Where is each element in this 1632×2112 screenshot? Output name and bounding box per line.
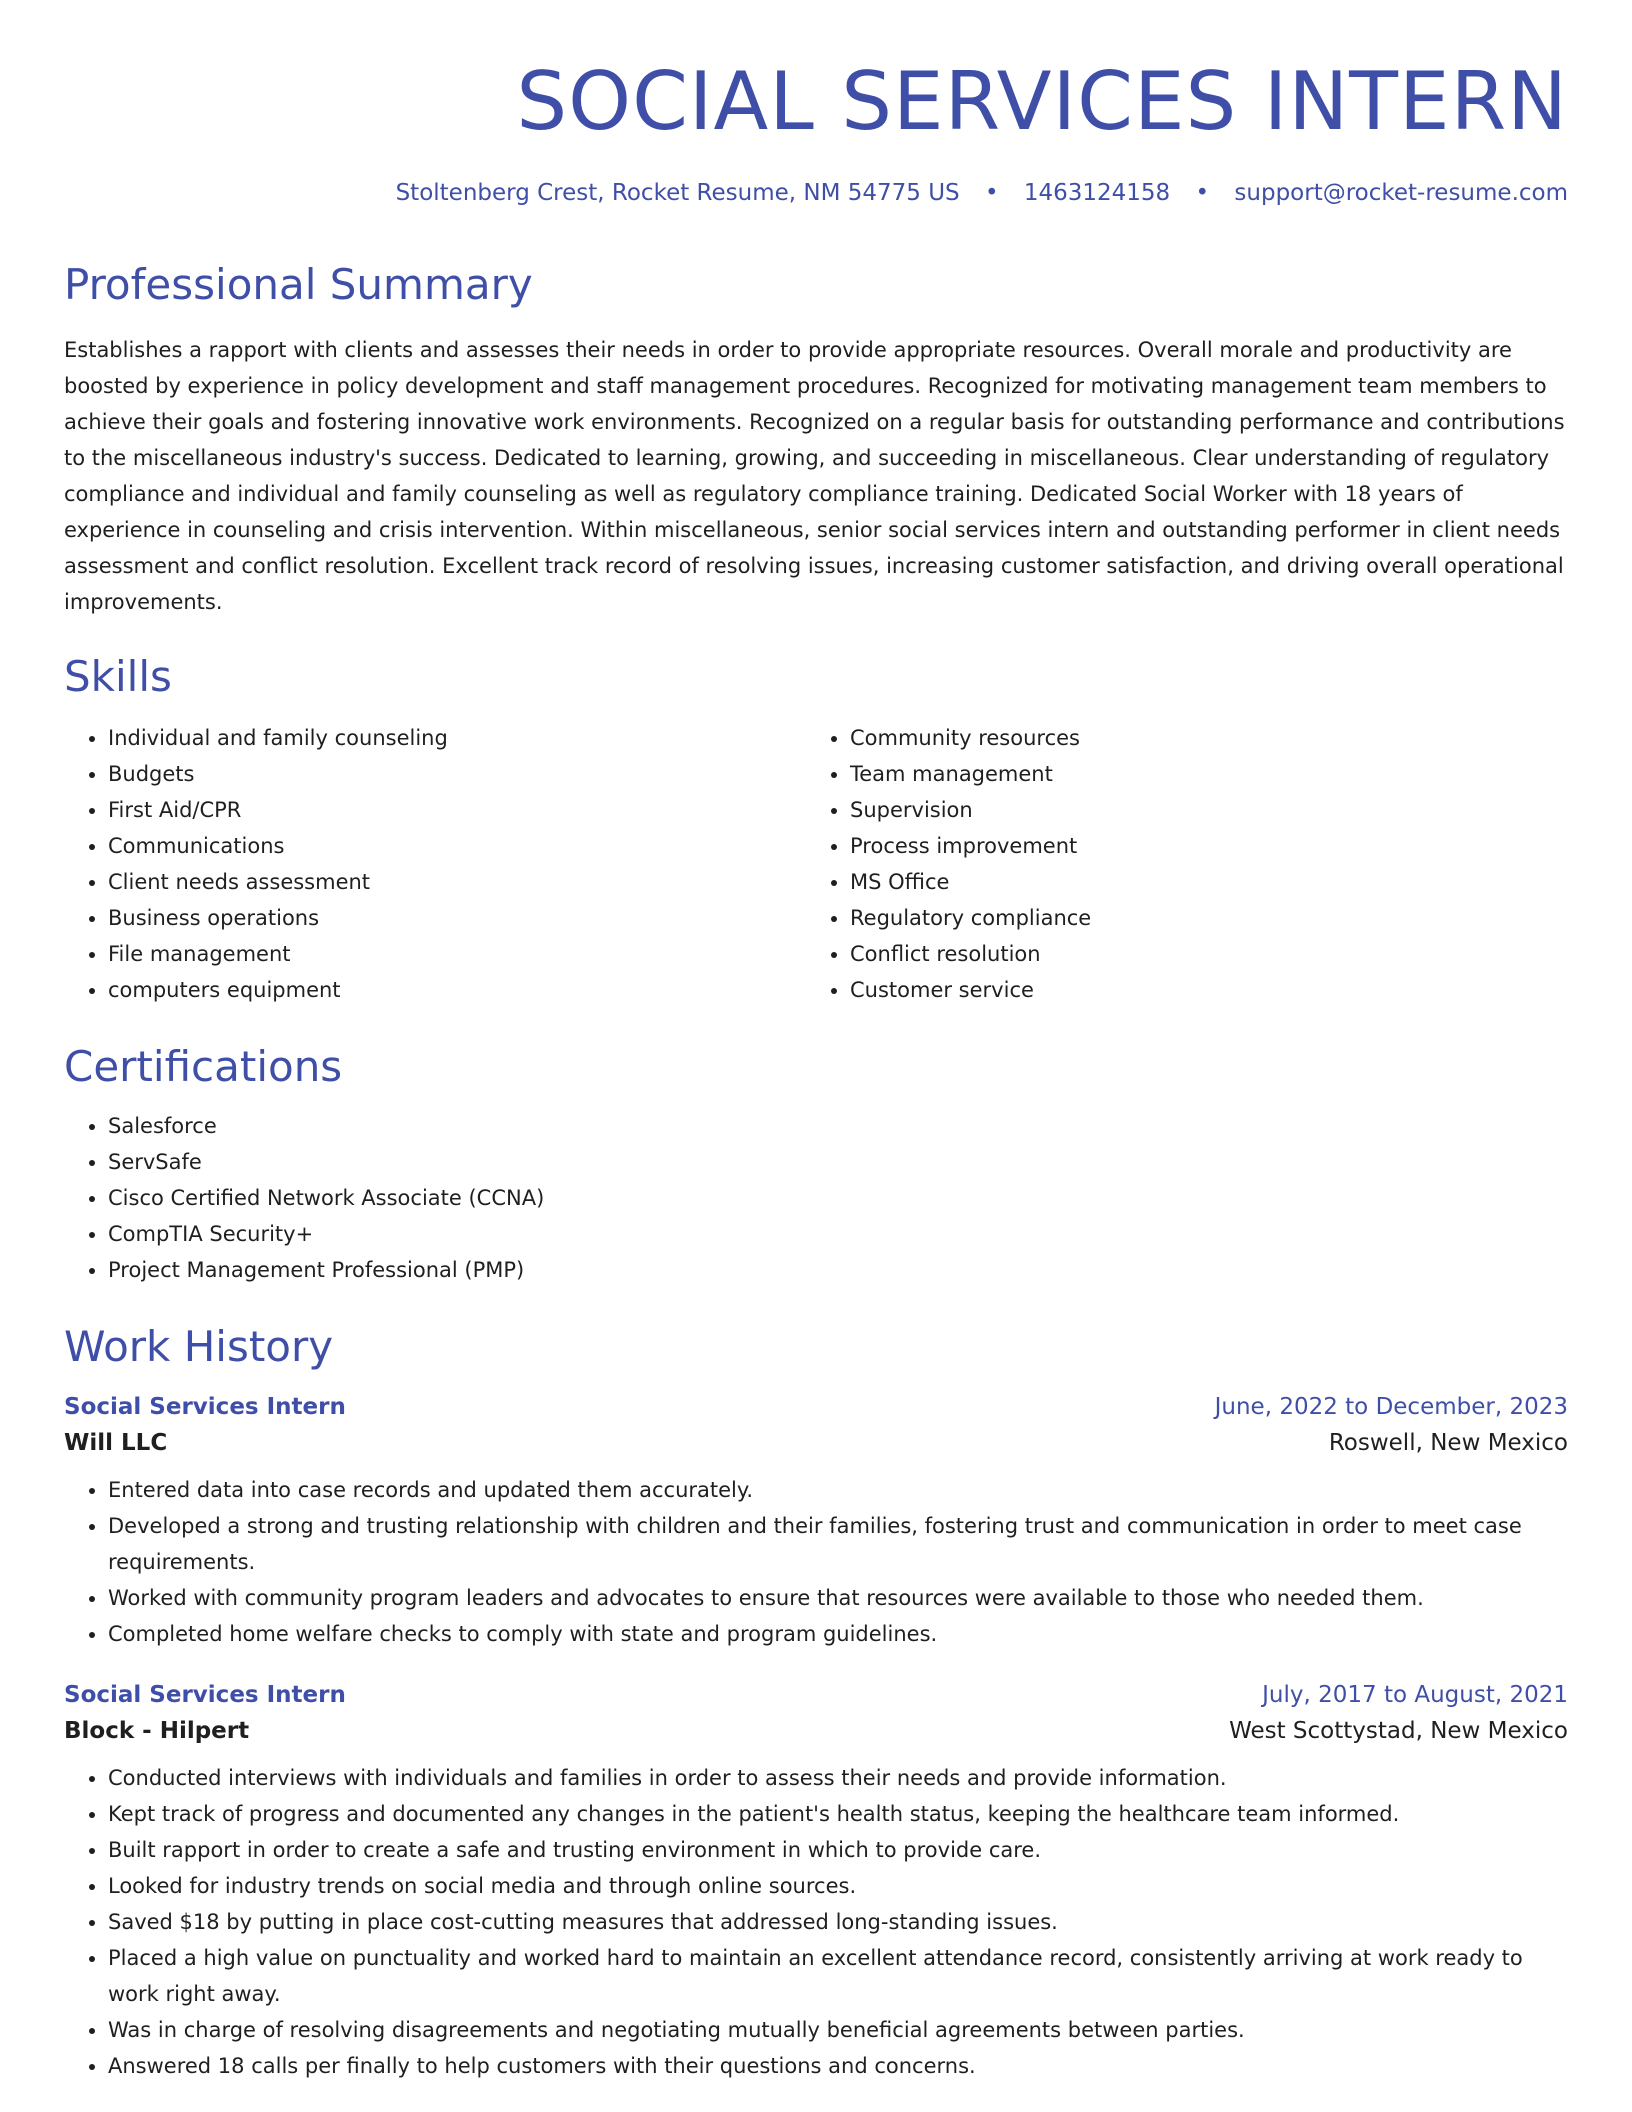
job-company: Block - Hilpert	[64, 1718, 250, 1744]
job-bullet: • Was in charge of resolving disagreements and negotiating mutually beneficial agreements between parties.	[108, 2012, 1568, 2048]
work-history-heading: Work History	[64, 1322, 334, 1371]
skill-item: • Team management	[850, 756, 1548, 792]
skill-item: • Regulatory compliance	[850, 900, 1548, 936]
contact-phone: 1463124158	[1023, 180, 1171, 206]
job-bullet: • Conducted interviews with individuals and families in order to assess their needs and provide information.	[108, 1760, 1568, 1796]
skill-item: • First Aid/CPR	[108, 792, 806, 828]
certification-item: • Salesforce	[108, 1108, 1568, 1144]
skill-item: • Process improvement	[850, 828, 1548, 864]
job-header	[64, 1682, 1568, 1708]
job-bullet: • Saved $18 by putting in place cost-cutting measures that addressed long-standing issues.	[108, 1904, 1568, 1940]
skill-item: • Individual and family counseling	[108, 720, 806, 756]
job-bullet: • Kept track of progress and documented any changes in the patient's health status, keeping the healthcare team informed.	[108, 1796, 1568, 1832]
skill-item: • Community resources	[850, 720, 1548, 756]
job-company: Will LLC	[64, 1430, 168, 1456]
certifications-list	[64, 1108, 1568, 1288]
job-bullet: • Developed a strong and trusting relationship with children and their families, fostering trust and communication in order to meet case requirements.	[108, 1508, 1568, 1580]
skill-item: • Supervision	[850, 792, 1548, 828]
job-location: West Scottystad, New Mexico	[1229, 1718, 1568, 1744]
skill-item: • Business operations	[108, 900, 806, 936]
job-title: Social Services Intern	[64, 1394, 346, 1420]
skill-item: • Conflict resolution	[850, 936, 1548, 972]
contact-separator: •	[1195, 180, 1210, 206]
skill-item: • Communications	[108, 828, 806, 864]
skills-list	[64, 720, 1568, 1008]
contact-email: support@rocket-resume.com	[1234, 180, 1568, 206]
job-header	[64, 1394, 1568, 1420]
skill-item: • computers equipment	[108, 972, 806, 1008]
skills-column-right	[806, 720, 1548, 1008]
certification-item: • ServSafe	[108, 1144, 1568, 1180]
job-entry	[64, 1682, 1568, 2084]
contact-address: Stoltenberg Crest, Rocket Resume, NM 54775 US	[395, 180, 960, 206]
job-bullet: • Built rapport in order to create a safe and trusting environment in which to provide care.	[108, 1832, 1568, 1868]
job-bullets	[64, 1472, 1568, 1652]
job-bullets	[64, 1760, 1568, 2084]
job-subheader	[64, 1718, 1568, 1744]
skill-item: • File management	[108, 936, 806, 972]
job-dates: June, 2022 to December, 2023	[1214, 1394, 1568, 1420]
contact-line	[64, 180, 1568, 206]
job-dates: July, 2017 to August, 2021	[1262, 1682, 1568, 1708]
certifications-heading: Certifications	[64, 1042, 343, 1091]
job-entry	[64, 1394, 1568, 1652]
skill-item: • Budgets	[108, 756, 806, 792]
job-bullet: • Entered data into case records and updated them accurately.	[108, 1472, 1568, 1508]
job-bullet: • Answered 18 calls per finally to help customers with their questions and concerns.	[108, 2048, 1568, 2084]
summary-text: Establishes a rapport with clients and assesses their needs in order to provide appropriate resources. Overall morale and productivity are boosted by experience in policy development and staff management procedures. Recognized for motivating management team members to achieve their goals and fostering innovative work environments. Recognized on a regular basis for outstanding performance and contributions to the miscellaneous industry's success. Dedicated to learning, growing, and succeeding in miscellaneous. Clear understanding of regulatory compliance and individual and family counseling as well as regulatory compliance training. Dedicated Social Worker with 18 years of experience in counseling and crisis intervention. Within miscellaneous, senior social services intern and outstanding performer in client needs assessment and conflict resolution. Excellent track record of resolving issues, increasing customer satisfaction, and driving overall operational improvements.	[64, 338, 1565, 614]
skill-item: • MS Office	[850, 864, 1548, 900]
summary-heading: Professional Summary	[64, 260, 533, 309]
skills-column-left	[64, 720, 806, 1008]
resume-page	[64, 0, 1568, 2084]
certification-item: • Project Management Professional (PMP)	[108, 1252, 1568, 1288]
resume-name: SOCIAL SERVICES INTERN	[516, 55, 1568, 148]
job-subheader	[64, 1430, 1568, 1456]
skill-item: • Customer service	[850, 972, 1548, 1008]
job-bullet: • Looked for industry trends on social media and through online sources.	[108, 1868, 1568, 1904]
certification-item: • CompTIA Security+	[108, 1216, 1568, 1252]
skill-item: • Client needs assessment	[108, 864, 806, 900]
job-bullet: • Worked with community program leaders and advocates to ensure that resources were available to those who needed them.	[108, 1580, 1568, 1616]
contact-separator: •	[984, 180, 999, 206]
job-location: Roswell, New Mexico	[1328, 1430, 1568, 1456]
skills-heading: Skills	[64, 652, 172, 701]
certification-item: • Cisco Certified Network Associate (CCNA)	[108, 1180, 1568, 1216]
job-bullet: • Completed home welfare checks to comply with state and program guidelines.	[108, 1616, 1568, 1652]
job-bullet: • Placed a high value on punctuality and worked hard to maintain an excellent attendance record, consistently arriving at work ready to work right away.	[108, 1940, 1568, 2012]
job-title: Social Services Intern	[64, 1682, 346, 1708]
